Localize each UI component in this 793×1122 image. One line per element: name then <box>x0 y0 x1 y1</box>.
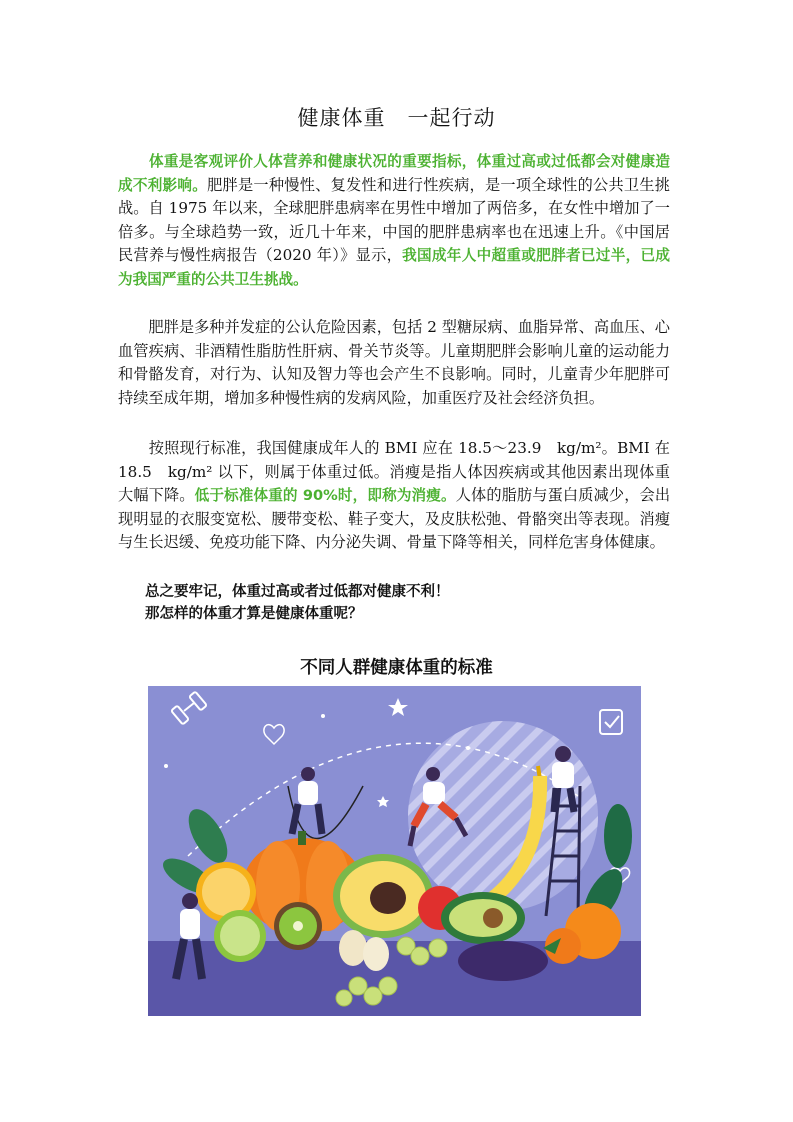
indent <box>118 439 149 457</box>
highlight-text: 低于标准体重的 90%时，即称为消瘦。 <box>194 487 456 505</box>
highlight-text: 体重是客观评价人体营养和健康状况的重要指标，体重过高或过低都会对健康造成不利影响。 <box>118 153 670 194</box>
papaya <box>333 854 433 938</box>
body-text: 人体的脂肪与蛋白质减少，会出现明显的衣服变宽松、腰带变松、鞋子变大，及皮肤松弛、骨骼突出等表现。消瘦与生长迟缓、免疫功能下降、内分泌失调、骨量下降等相关，同样危害身体健康。 <box>118 486 671 552</box>
page-title: 健康体重 一起行动 <box>297 106 496 130</box>
summary-line-2: 那怎样的体重才算是健康体重呢？ <box>145 606 363 622</box>
summary <box>145 581 450 625</box>
avocado <box>441 892 525 944</box>
egg <box>339 930 367 966</box>
paragraph-2 <box>118 316 670 410</box>
body-text: 肥胖是一种慢性、复发性和进行性疾病，是一项全球性的公共卫生挑战。自 1975 年以来，全球肥胖患病率在男性中增加了两倍多，在女性中增加了一倍多。与全球趋势一致，近几十年来，中国的肥胖患病率也在迅速上升。《中国居民营养与慢性病报告（2020 年）》显示， <box>118 175 670 265</box>
summary-line-1: 总之要牢记，体重过高或者过低都对健康不利！ <box>145 584 450 600</box>
section-subtitle: 不同人群健康体重的标准 <box>300 658 493 678</box>
paragraph-3 <box>118 437 670 555</box>
eggplant <box>458 941 548 981</box>
egg <box>363 937 389 971</box>
highlight-text: 我国成年人中超重或肥胖者已过半，已成为我国严重的公共卫生挑战。 <box>118 247 670 288</box>
indent <box>118 318 148 336</box>
indent <box>118 152 149 170</box>
body-text: 肥胖是多种并发症的公认危险因素，包括 2 型糖尿病、血脂异常、高血压、心血管疾病、非酒精性脂肪性肝病、骨关节炎等。儿童期肥胖会影响儿童的运动能力和骨骼发育，对行为、认知及智力等也会产生不良影响。同时，儿童青少年肥胖可持续至成年期，增加多种慢性病的发病风险，加重医疗及社会经济负担。 <box>118 318 670 407</box>
paragraph-1 <box>118 150 670 292</box>
healthy-food-illustration <box>148 686 641 1016</box>
body-text: 按照现行标准，我国健康成年人的 BMI 应在 18.5～23.9 kg/m²。BMI 在 18.5 kg/m² 以下，则属于体重过低。消瘦是指人体因疾病或其他因素出现体重大幅下降。 <box>118 439 670 505</box>
